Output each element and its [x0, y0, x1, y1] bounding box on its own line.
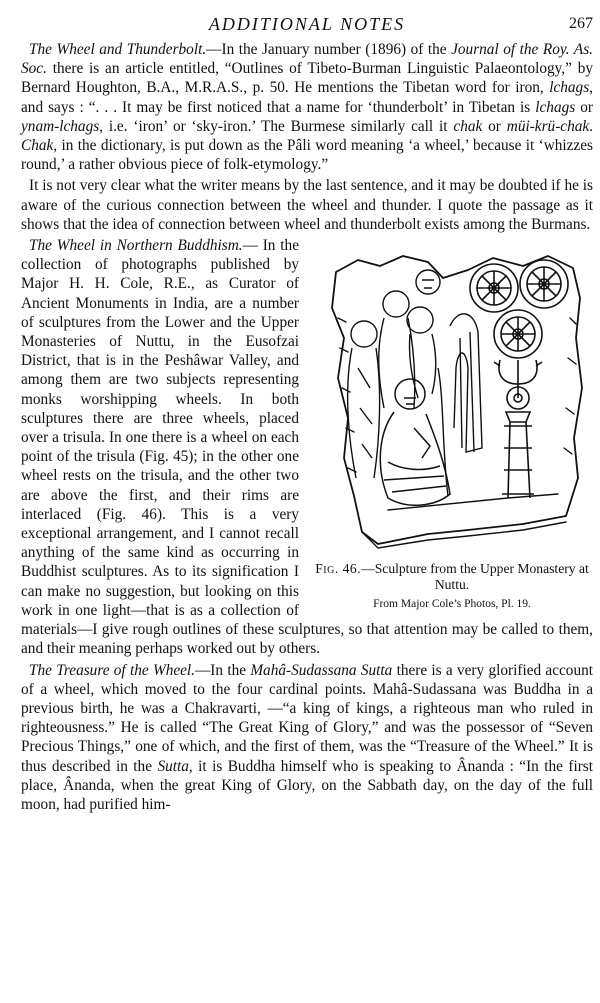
page-number: 267: [569, 15, 593, 32]
paragraph-wheel-and-thunderbolt: The Wheel and Thunderbolt.—In the January number (1896) of the Journal of the Roy. As. Soc. there is an article entitled, “Outlines of Tibeto-Burman Linguistic Palaeontology,” by Bernard Houghton, B.A., M.R.A.S., p. 50. He mentions the Tibetan word for iron, lchags, and says : “. . . It may be first noticed that a name for ‘thunderbolt’ in Tibetan is lchags or ynam-lchags, i.e. ‘iron’ or ‘sky-iron.’ The Burmese similarly call it chak or müi-krü-chak. Chak, in the dictionary, is put down as the Pâli word meaning ‘a wheel,’ because it ‘whizzes round,’ a rather obvious piece of folk-etymology.”: [21, 41, 593, 174]
figure-caption: Fig. 46.—Sculpture from the Upper Monastery at Nuttu.: [315, 561, 589, 592]
section-heading-treasure: The Treasure of the Wheel.: [29, 661, 195, 679]
wheel-icon: [520, 260, 568, 308]
paragraph-treasure-of-the-wheel: The Treasure of the Wheel.—In the Mahâ-Sudassana Sutta there is a very glorified account of a wheel, which moved to the four cardinal points. Mahâ-Sudassana was Buddha in a previous birth, he was a Chakravarti, —“a king of kings, a righteous man who ruled in righteousness.” He is called “The Great King of Glory,” and was the possessor of “Seven Precious Things,” one of which, and the first of them, was the “Treasure of the Wheel.” It is thus described in the Sutta, it is Buddha himself who is speaking to Ânanda : “In the first place, Ânanda, when the great King of Glory, on the Sabbath day, on the day of the full moon, had purified him-: [21, 661, 594, 813]
paragraph-last-sentence: It is not very clear what the writer means by the last sentence, and it may be doubted if he is aware of the curious connection between the wheel and thunder. I quote the passage as it shows that the idea of connection between wheel and thunderbolt exists among the Burmans.: [21, 177, 593, 233]
sutta-title: Mahâ-Sudassana Sutta: [250, 661, 393, 679]
section-heading-wheel-and-thunderbolt: The Wheel and Thunderbolt.: [29, 41, 207, 58]
figure-credit: From Major Cole’s Photos, Pl. 19.: [373, 598, 531, 611]
running-head: [21, 10, 593, 36]
wheel-northern-buddhism-block: [21, 236, 593, 658]
page: [21, 10, 593, 814]
trisula-icon: [494, 360, 542, 498]
section-heading-northern-buddhism: The Wheel in Northern Buddhism.: [29, 237, 243, 255]
figure-46: [311, 248, 593, 610]
running-title: ADDITIONAL NOTES: [208, 14, 406, 34]
kneeling-monk-figure: [380, 379, 450, 505]
wheel-icon: [494, 310, 542, 358]
journal-title: Journal of the Roy. As. Soc.: [21, 41, 593, 78]
sculpture-illustration: [318, 248, 586, 553]
paragraph-wheel-northern-buddhism: The Wheel in Northern Buddhism.— In the collection of photographs published by Major H. H. Cole, R.E., as Curator of Ancient Monuments in India, are a number of sculptures from the Lower and the Upper Monasteries of Nuttu, in the Eusofzai District, that is in the Peshâwar Valley, and among them are two subjects representing monks worshipping wheels. In both sculptures there are three wheels, placed over a trisula. In one there is a wheel on each point of the trisula (Fig. 45); in the other one wheel rests on the trisula, and the other two are above the first, and their rims are interlaced (Fig. 46). This is a very exceptional arrangement, and I cannot recall anything of the same kind as occurring in Buddhist sculptures. As to its signification I can make no suggestion, but looking on this work in one light—that is as a collection of materials—I give rough outlines of these sculptures, so that attention may be called to them, and their meaning perhaps worked out by others.: [21, 237, 593, 658]
figure-label: Fig. 46.: [315, 561, 362, 577]
wheel-icon: [470, 264, 518, 312]
